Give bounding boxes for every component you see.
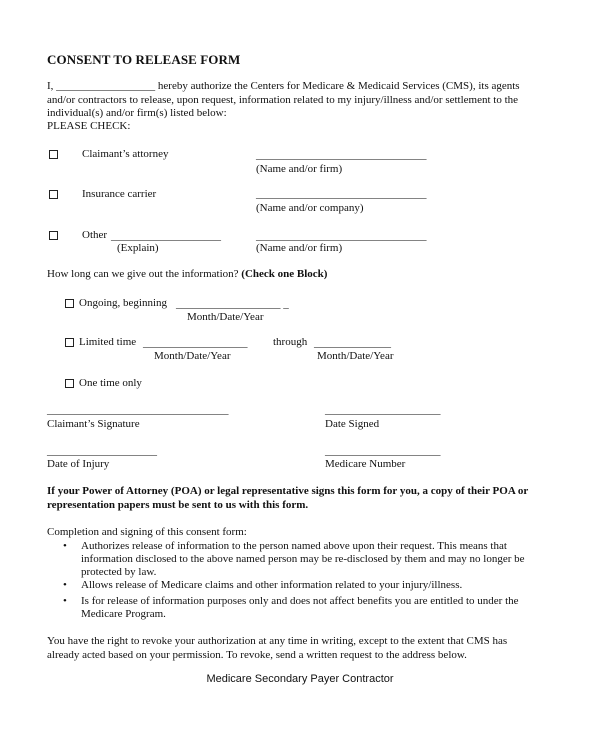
one-time-only-label: One time only bbox=[79, 377, 142, 389]
ongoing-date-line[interactable]: ___________________ _ bbox=[176, 298, 289, 310]
intro-line-1: I, __________________ hereby authorize the Centers for Medicare & Medicaid Services (CMS), its agents bbox=[47, 80, 520, 92]
duration-question-text: How long can we give out the information? bbox=[47, 268, 239, 280]
bullet-1-line-1: Authorizes release of information to the person named above upon their request. This means that bbox=[81, 540, 507, 552]
limited-time-label: Limited time bbox=[79, 336, 137, 348]
duration-question-bold: (Check one Block) bbox=[241, 268, 328, 280]
medicare-number-line[interactable]: _____________________ bbox=[325, 445, 441, 457]
claimants-attorney-label: Claimant’s attorney bbox=[82, 148, 169, 160]
claimant-signature-label: Claimant’s Signature bbox=[47, 418, 140, 430]
limited-time-checkbox[interactable] bbox=[65, 338, 74, 347]
other-label: Other bbox=[82, 229, 108, 241]
other-name-line[interactable]: _______________________________ bbox=[256, 230, 427, 242]
bullet-1-line-3: protected by law. bbox=[81, 566, 157, 578]
bullet-dot: • bbox=[63, 540, 67, 552]
poa-notice-line-1: If your Power of Attorney (POA) or legal representative signs this form for you, a copy of their POA or bbox=[47, 485, 529, 497]
one-time-only-checkbox[interactable] bbox=[65, 379, 74, 388]
revoke-line-2: already acted based on your permission. To revoke, send a written request to the address below. bbox=[47, 649, 467, 661]
insurance-carrier-label: Insurance carrier bbox=[82, 188, 157, 200]
other-explain-line[interactable]: ____________________ bbox=[111, 230, 221, 242]
poa-notice-line-2: representation papers must be sent to us with this form. bbox=[47, 499, 309, 511]
please-check-label: PLEASE CHECK: bbox=[47, 120, 131, 132]
bullet-1-line-2: information disclosed to the above named person may be re-disclosed by them and may no longer be bbox=[81, 553, 525, 565]
other-checkbox[interactable] bbox=[49, 231, 58, 240]
bullet-2-line-1: Allows release of Medicare claims and other information related to your injury/illness. bbox=[81, 579, 463, 591]
bullet-dot: • bbox=[63, 579, 67, 591]
attorney-name-line[interactable]: _______________________________ bbox=[256, 149, 427, 161]
contractor-footer: Medicare Secondary Payer Contractor bbox=[206, 673, 394, 685]
bullet-3-line-2: Medicare Program. bbox=[81, 608, 166, 620]
intro-line-2: and/or contractors to release, upon request, information related to my injury/illness and/or settlement to the bbox=[47, 94, 519, 106]
revoke-line-1: You have the right to revoke your authorization at any time in writing, except to the extent that CMS has bbox=[47, 635, 508, 647]
medicare-number-label: Medicare Number bbox=[325, 458, 406, 470]
duration-question bbox=[47, 268, 327, 281]
date-signed-label: Date Signed bbox=[325, 418, 380, 430]
other-explain-hint: (Explain) bbox=[117, 242, 159, 254]
limited-start-hint: Month/Date/Year bbox=[154, 350, 231, 362]
date-of-injury-label: Date of Injury bbox=[47, 458, 110, 470]
carrier-name-hint: (Name and/or company) bbox=[256, 202, 364, 214]
date-of-injury-line[interactable]: ____________________ bbox=[47, 445, 157, 457]
intro-line-3: individual(s) and/or firm(s) listed below: bbox=[47, 107, 227, 119]
ongoing-checkbox[interactable] bbox=[65, 299, 74, 308]
limited-end-line[interactable]: ______________ bbox=[314, 337, 391, 349]
date-signed-line[interactable]: _____________________ bbox=[325, 404, 441, 416]
bullet-dot: • bbox=[63, 595, 67, 607]
carrier-name-line[interactable]: _______________________________ bbox=[256, 188, 427, 200]
limited-end-hint: Month/Date/Year bbox=[317, 350, 394, 362]
insurance-carrier-checkbox[interactable] bbox=[49, 190, 58, 199]
form-title: CONSENT TO RELEASE FORM bbox=[47, 52, 241, 67]
claimants-attorney-checkbox[interactable] bbox=[49, 150, 58, 159]
limited-start-line[interactable]: ___________________ bbox=[143, 337, 248, 349]
attorney-name-hint: (Name and/or firm) bbox=[256, 163, 343, 175]
other-name-hint: (Name and/or firm) bbox=[256, 242, 343, 254]
ongoing-label: Ongoing, beginning bbox=[79, 297, 167, 309]
ongoing-date-hint: Month/Date/Year bbox=[187, 311, 264, 323]
limited-through-label: through bbox=[273, 336, 308, 348]
claimant-signature-line[interactable]: _________________________________ bbox=[47, 404, 229, 416]
completion-heading: Completion and signing of this consent form: bbox=[47, 526, 247, 538]
bullet-3-line-1: Is for release of information purposes only and does not affect benefits you are entitled to under the bbox=[81, 595, 519, 607]
